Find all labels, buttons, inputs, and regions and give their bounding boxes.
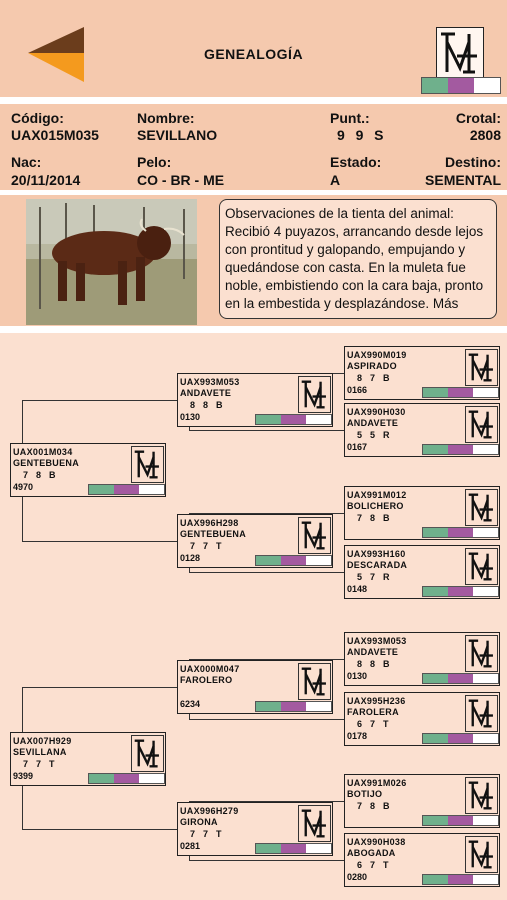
- estado-value: A: [330, 172, 341, 188]
- crotal-value: 2808: [469, 127, 501, 143]
- card-scores: 7 8 B: [357, 801, 391, 811]
- card-code: UAX996H279: [180, 806, 239, 816]
- rating-bar: [422, 444, 499, 455]
- card-scores: 8 8 B: [190, 400, 224, 410]
- card-scores: 7 8 B: [23, 470, 57, 480]
- divider: [0, 326, 507, 333]
- card-number: 0281: [180, 841, 201, 851]
- punt-label: Punt.:: [330, 110, 370, 126]
- card-number: 6234: [180, 699, 201, 709]
- card-code: UAX990H038: [347, 837, 406, 847]
- card-scores: 8 8 B: [357, 659, 391, 669]
- tree-connector: [22, 829, 177, 830]
- brand-logo-icon: [298, 517, 331, 554]
- pedigree-card[interactable]: [177, 802, 333, 856]
- card-code: UAX993M053: [347, 636, 407, 646]
- tree-connector: [189, 572, 344, 573]
- card-code: UAX993M053: [180, 377, 240, 387]
- card-code: UAX990M019: [347, 350, 407, 360]
- divider: [0, 97, 507, 104]
- tree-connector: [189, 430, 344, 431]
- card-number: 9399: [13, 771, 34, 781]
- brand-logo-icon: [465, 635, 498, 672]
- card-name: GIRONA: [180, 817, 218, 827]
- page-title: GENEALOGÍA: [203, 46, 304, 62]
- pedigree-card[interactable]: [344, 545, 500, 599]
- card-name: ANDAVETE: [347, 418, 399, 428]
- card-name: ANDAVETE: [180, 388, 232, 398]
- card-code: UAX007H929: [13, 736, 72, 746]
- card-name: ABOGADA: [347, 848, 396, 858]
- rating-bar: [255, 555, 332, 566]
- card-name: FAROLERA: [347, 707, 399, 717]
- brand-logo-icon: [436, 27, 484, 79]
- card-scores: 5 7 R: [357, 572, 391, 582]
- rating-bar: [422, 815, 499, 826]
- nombre-value: SEVILLANO: [137, 127, 218, 143]
- card-scores: 7 7 T: [190, 829, 223, 839]
- pedigree-card[interactable]: [10, 732, 166, 786]
- pedigree-card[interactable]: [344, 833, 500, 887]
- rating-bar: [422, 586, 499, 597]
- card-number: 0166: [347, 385, 368, 395]
- card-name: DESCARADA: [347, 560, 408, 570]
- rating-bar: [422, 673, 499, 684]
- card-code: UAX991M026: [347, 778, 407, 788]
- card-code: UAX990H030: [347, 407, 406, 417]
- card-number: 0130: [180, 412, 201, 422]
- card-scores: 7 7 T: [23, 759, 56, 769]
- card-code: UAX991M012: [347, 490, 407, 500]
- card-scores: 6 7 T: [357, 719, 390, 729]
- card-number: 0148: [347, 584, 368, 594]
- card-scores: 8 7 B: [357, 373, 391, 383]
- pedigree-card[interactable]: [344, 774, 500, 828]
- tree-connector: [189, 860, 344, 861]
- destino-value: SEMENTAL: [425, 172, 501, 188]
- card-number: 4970: [13, 482, 34, 492]
- card-number: 0178: [347, 731, 368, 741]
- nac-value: 20/11/2014: [11, 172, 81, 188]
- punt-value: 9 9 S: [337, 127, 385, 143]
- card-code: UAX995H236: [347, 696, 406, 706]
- codigo-value: UAX015M035: [11, 127, 99, 143]
- card-name: BOTIJO: [347, 789, 383, 799]
- crotal-label: Crotal:: [455, 110, 501, 126]
- pedigree-card[interactable]: [177, 373, 333, 427]
- brand-logo-icon: [298, 805, 331, 842]
- card-scores: 6 7 T: [357, 860, 390, 870]
- card-name: GENTEBUENA: [180, 529, 247, 539]
- brand-logo-icon: [131, 446, 164, 483]
- tree-connector: [22, 687, 177, 688]
- pedigree-card[interactable]: [344, 346, 500, 400]
- rating-bar: [422, 527, 499, 538]
- codigo-label: Código:: [11, 110, 64, 126]
- card-name: ASPIRADO: [347, 361, 397, 371]
- brand-logo-icon: [465, 548, 498, 585]
- brand-logo-icon: [465, 836, 498, 873]
- brand-logo-icon: [298, 376, 331, 413]
- tree-connector: [189, 719, 344, 720]
- card-code: UAX993H160: [347, 549, 406, 559]
- pedigree-card[interactable]: [344, 692, 500, 746]
- card-number: 0167: [347, 442, 368, 452]
- brand-logo-icon: [465, 406, 498, 443]
- destino-label: Destino:: [445, 154, 501, 170]
- pelo-value: CO - BR - ME: [137, 172, 225, 188]
- brand-logo-icon: [465, 489, 498, 526]
- brand-logo-icon: [465, 695, 498, 732]
- card-number: 0128: [180, 553, 201, 563]
- rating-bar: [422, 733, 499, 744]
- rating-bar: [255, 701, 332, 712]
- rating-bar: [421, 77, 501, 94]
- estado-label: Estado:: [330, 154, 382, 170]
- pedigree-card[interactable]: [177, 514, 333, 568]
- nombre-label: Nombre:: [137, 110, 195, 126]
- card-name: SEVILLANA: [13, 747, 67, 757]
- brand-logo-icon: [465, 349, 498, 386]
- pedigree-card[interactable]: [344, 632, 500, 686]
- card-name: ANDAVETE: [347, 647, 399, 657]
- rating-bar: [255, 414, 332, 425]
- card-scores: 7 7 T: [190, 541, 223, 551]
- brand-logo-icon: [131, 735, 164, 772]
- rating-bar: [255, 843, 332, 854]
- observaciones-text[interactable]: Observaciones de la tienta del animal: Recibió 4 puyazos, arrancando desde lejos con prontitud y galopando, empujando y quedándose con casta. En la muleta fue noble, embistiendo con la cara baja, pronto en la embestida y desplazándose. Más: [219, 199, 497, 319]
- pedigree-card[interactable]: [10, 443, 166, 497]
- card-number: 0130: [347, 671, 368, 681]
- nac-label: Nac:: [11, 154, 42, 170]
- tree-connector: [22, 400, 177, 401]
- brand-logo-icon: [465, 777, 498, 814]
- rating-bar: [88, 484, 165, 495]
- pedigree-card[interactable]: [344, 486, 500, 540]
- brand-logo-icon: [298, 663, 331, 700]
- pedigree-card[interactable]: [344, 403, 500, 457]
- card-name: GENTEBUENA: [13, 458, 80, 468]
- rating-bar: [422, 874, 499, 885]
- card-code: UAX000M047: [180, 664, 240, 674]
- card-scores: 5 5 R: [357, 430, 391, 440]
- card-code: UAX996H298: [180, 518, 239, 528]
- card-code: UAX001M034: [13, 447, 73, 457]
- tree-connector: [22, 541, 177, 542]
- pedigree-card[interactable]: [177, 660, 333, 714]
- rating-bar: [88, 773, 165, 784]
- card-number: 0280: [347, 872, 368, 882]
- animal-photo[interactable]: [26, 199, 197, 325]
- card-name: BOLICHERO: [347, 501, 404, 511]
- pelo-label: Pelo:: [137, 154, 172, 170]
- rating-bar: [422, 387, 499, 398]
- genealogy-tree: [0, 333, 507, 900]
- card-name: FAROLERO: [180, 675, 233, 685]
- card-scores: 7 8 B: [357, 513, 391, 523]
